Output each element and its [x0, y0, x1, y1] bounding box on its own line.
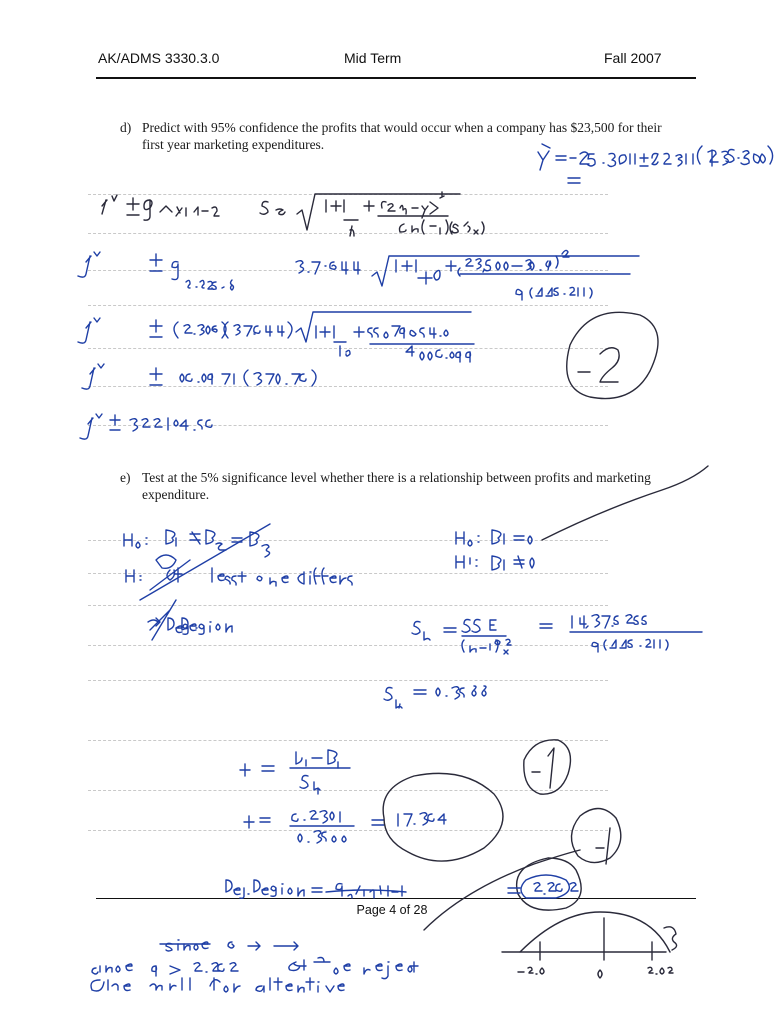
handwriting-d-formula: [102, 192, 484, 236]
handwriting-e-sb1-value: [384, 686, 486, 708]
page-number: Page 4 of 28: [356, 903, 428, 917]
handwriting-distribution-sketch: [502, 912, 677, 978]
question-e-text: Test at the 5% significance level whether there is a relationship between profits and marketing expenditure.: [142, 470, 651, 502]
handwriting-d-step3: [82, 364, 316, 389]
question-d-label: d): [120, 120, 132, 135]
handwriting-e-conclusion: [91, 940, 418, 992]
handwriting-e-marks: [383, 740, 621, 910]
question-d-text: Predict with 95% confidence the profits that would occur when a company has $23,500 for their first year marketing expenditures.: [142, 120, 662, 152]
handwriting-e-sb1-formula: [412, 615, 702, 654]
handwriting-d-step4: [80, 414, 212, 439]
handwriting-e-crossed: [124, 524, 352, 640]
handwriting-e-rej-region: [226, 850, 580, 930]
handwriting-d-step1: [78, 250, 639, 300]
handwriting-yhat-equation: [538, 144, 773, 183]
handwriting-d-step2: [78, 312, 474, 362]
handwriting-e-t-value: [244, 811, 446, 843]
handwriting-e-t-formula: [240, 750, 350, 794]
exam-title: Mid Term: [344, 50, 402, 66]
handwriting-d-mark: [567, 312, 658, 398]
exam-term: Fall 2007: [604, 50, 662, 66]
handwriting-e-hypotheses: [456, 466, 708, 570]
question-e-label: e): [120, 470, 131, 485]
course-code: AK/ADMS 3330.3.0: [98, 50, 220, 66]
